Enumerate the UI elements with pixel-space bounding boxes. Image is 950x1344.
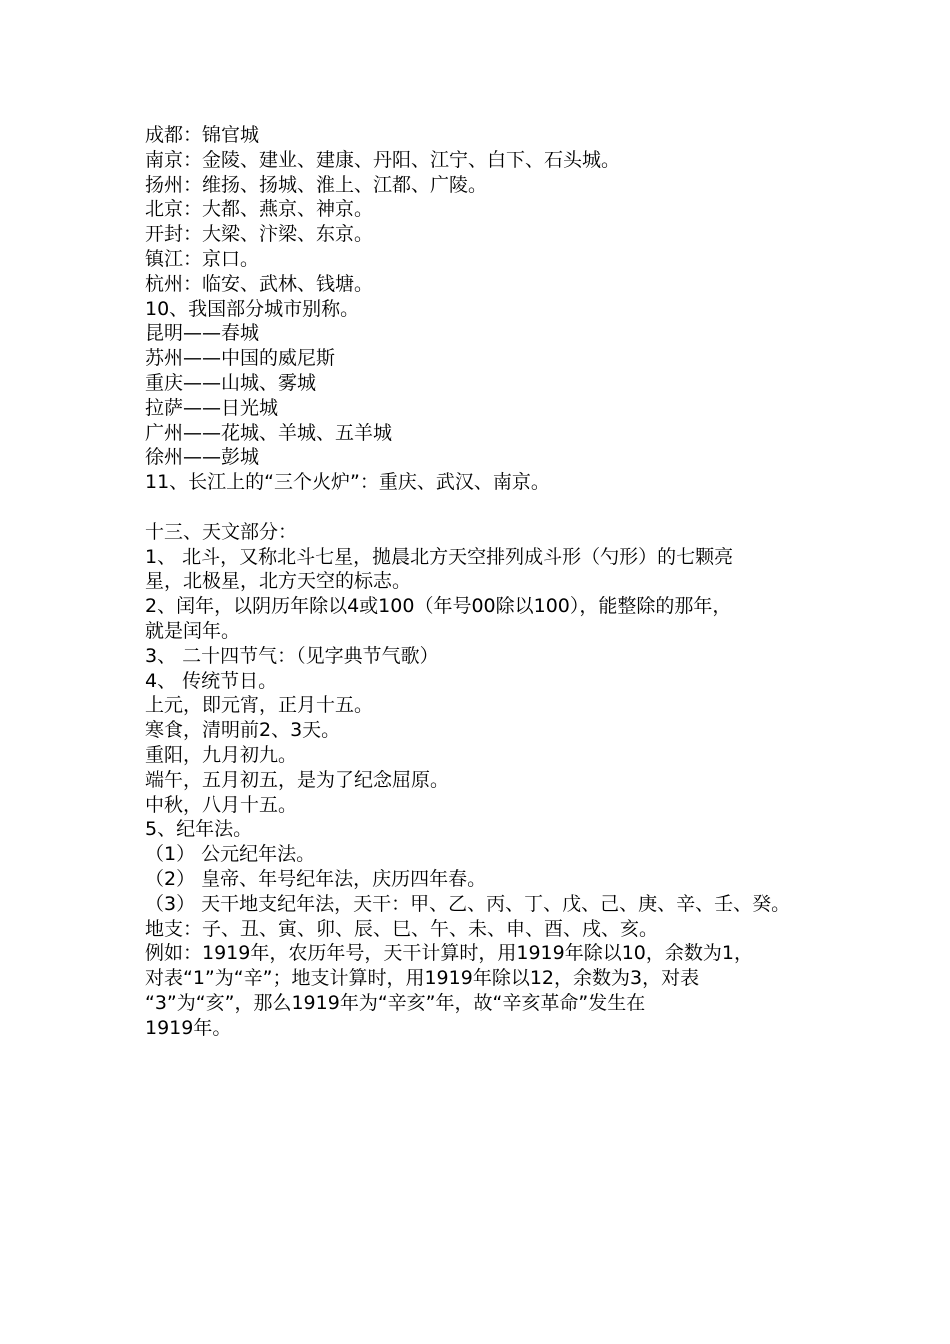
text-line: 中秋，八月十五。 [145,793,298,816]
section-heading: 十三、天文部分： [145,520,298,543]
document-body [145,123,825,1040]
text-line: 徐州——彭城 [145,446,260,469]
text-line: 杭州：临安、武林、钱塘。 [145,272,374,295]
text-line: （1） 公元纪年法。 [145,843,316,866]
text-line: 星，北极星，北方天空的标志。 [145,570,412,593]
text-line: 镇江：京口。 [145,247,260,270]
text-line: “3”为“亥”，那么1919年为“辛亥”年，故“辛亥革命”发生在 [145,991,646,1014]
blank-line [145,495,825,520]
text-line: 5、纪年法。 [145,818,253,841]
text-line: 3、 二十四节气：（见字典节气歌） [145,644,439,667]
text-line: （2） 皇帝、年号纪年法，庆历四年春。 [145,867,487,890]
text-line: 例如：1919年，农历年号，天干计算时，用1919年除以10，余数为1， [145,942,753,965]
text-line: 成都：锦官城 [145,124,260,146]
text-line: 广州——花城、羊城、五羊城 [145,421,393,444]
text-line: 端午，五月初五，是为了纪念屈原。 [145,768,450,791]
text-line: 4、 传统节日。 [145,669,278,692]
text-line: （3） 天干地支纪年法，天干：甲、乙、丙、丁、戊、己、庚、辛、壬、癸。 [145,892,791,915]
text-line: 1、 北斗，又称北斗七星，拋晨北方天空排列成斗形（勺形）的七颗亮 [145,545,734,568]
text-line: 南京：金陵、建业、建康、丹阳、江宁、白下、石头城。 [145,148,621,171]
text-line: 重阳，九月初九。 [145,743,298,766]
text-line: 就是闰年。 [145,619,241,642]
text-line: 寒食，清明前2、3天。 [145,719,341,742]
text-line: 对表“1”为“辛”；地支计算时，用1919年除以12，余数为3，对表 [145,967,700,990]
text-line: 地支：子、丑、寅、卯、辰、巳、午、未、申、酉、戌、亥。 [145,917,659,940]
text-line: 开封：大梁、汴梁、东京。 [145,223,374,246]
text-line: 上元，即元宵，正月十五。 [145,694,374,717]
text-line: 重庆——山城、雾城 [145,371,317,394]
text-line: 11、长江上的“三个火炉”：重庆、武汉、南京。 [145,471,550,494]
text-line: 扬州：维扬、扬城、淮上、江都、广陵。 [145,173,488,196]
text-line: 1919年。 [145,1016,232,1039]
section-heading: 10、我国部分城市别称。 [145,297,360,320]
text-line: 2、闰年，以阴历年除以4或100（年号00除以100），能整除的那年， [145,595,732,618]
text-line: 北京：大都、燕京、神京。 [145,198,374,221]
text-line: 昆明——春城 [145,322,260,345]
text-line: 苏州——中国的威尼斯 [145,347,336,370]
text-line: 拉萨——日光城 [145,396,279,419]
